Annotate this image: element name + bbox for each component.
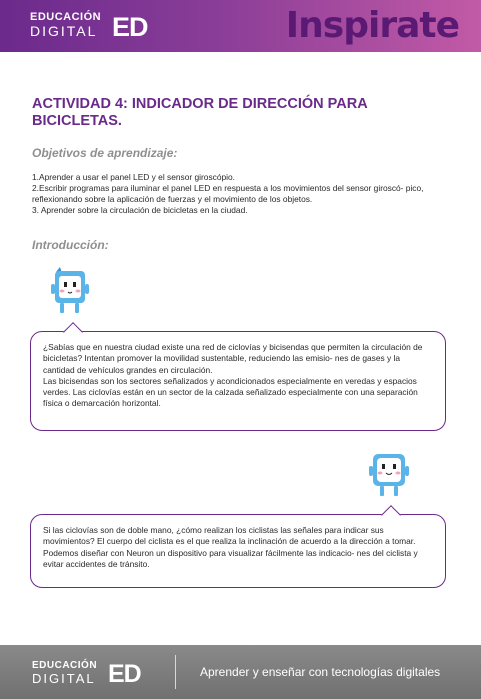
intro-paragraph: Las bicisendas son los sectores señalizados y acondicionados especialmente en veredas y espacios verdes. Las ciclovías están en un sector de la calzada señalizado especialmente con una separación física o demarcación horizontal. — [43, 375, 418, 409]
footer-banner — [0, 645, 481, 699]
robot-mascot-icon — [50, 266, 92, 318]
footer-brand-line-digital: DIGITAL — [32, 671, 96, 686]
objective-item: 2.Escribir programas para iluminar el panel LED en respuesta a los movimientos del sensor giroscó- pico, reflexionando sobre la aplicación de fuerzas y el movimiento de los objetos. — [32, 183, 424, 204]
brand-line-educacion: EDUCACIÓN — [30, 11, 102, 23]
activity-title: ACTIVIDAD 4: INDICADOR DE DIRECCIÓN PARA BICICLETAS. — [32, 96, 368, 129]
introduction-heading: Introducción: — [32, 238, 109, 252]
speech-bubble-question — [30, 514, 446, 588]
footer-tagline: Aprender y enseñar con tecnologías digitales — [200, 665, 441, 679]
footer-brand-logo — [32, 660, 141, 688]
footer-brand-ed-mark: ED — [108, 660, 141, 688]
robot-mascot-icon — [367, 450, 413, 502]
objective-item: 3. Aprender sobre la circulación de bicicletas en la ciudad. — [32, 205, 248, 215]
brand-ed-mark: ED — [112, 12, 148, 42]
footer-brand-line-educacion: EDUCACIÓN — [32, 660, 98, 671]
question-paragraph: Si las ciclovías son de doble mano, ¿cómo realizan los ciclistas las señales para indicar sus movimientos? El cuerpo del ciclista es el que realiza la inclinación de acuerdo a la dirección a tomar. Podemos diseñar con Neuron un dispositivo para visualizar fácilmente las indicacio- nes del ciclista y evitar accidentes de tránsito. — [43, 525, 418, 569]
header-banner — [0, 0, 481, 52]
objective-item: 1.Aprender a usar el panel LED y el sensor giroscópio. — [32, 172, 235, 182]
speech-bubble-intro — [30, 331, 446, 431]
section-name: Inspirate — [285, 5, 459, 46]
intro-paragraph: ¿Sabías que en nuestra ciudad existe una red de ciclovías y bicisendas que permiten la circulación de bicicletas? Intentan promover la movilidad sustentable, reduciendo las emisio- nes de gases y la cantidad de vehículos grandes en circulación. — [43, 342, 423, 375]
brand-line-digital: DIGITAL — [30, 23, 98, 39]
footer-divider — [175, 655, 176, 689]
brand-logo — [30, 11, 148, 42]
objectives-list — [32, 172, 452, 216]
objectives-heading: Objetivos de aprendizaje: — [32, 146, 178, 160]
